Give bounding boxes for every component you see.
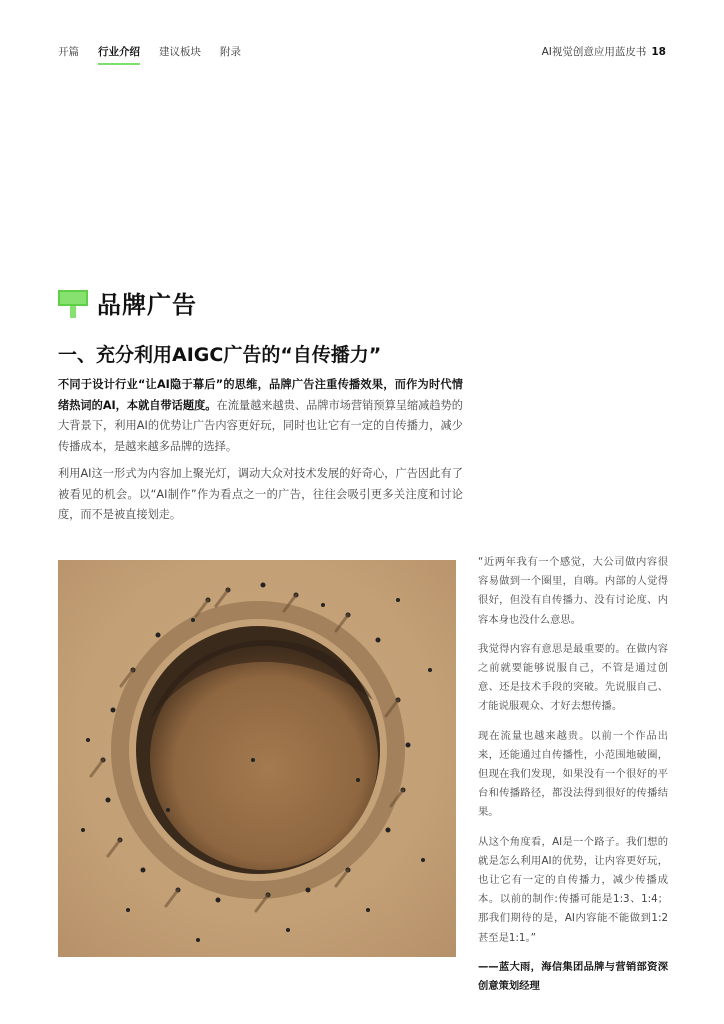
paragraph-second: 利用AI这一形式为内容加上聚光灯，调动大众对技术发展的好奇心，广告因此有了被看见的机会。以“AI制作”作为看点之一的广告，往往会吸引更多关注度和讨论度，而不是被直接划走。 (58, 467, 463, 521)
page-meta (542, 44, 666, 59)
document-title: AI视觉创意应用蓝皮书 (541, 46, 647, 58)
nav-items (58, 44, 260, 65)
paragraph-intro (58, 375, 463, 457)
quote-attribution: ——蓝大雨，海信集团品牌与营销部资深创意策划经理 (478, 960, 668, 993)
subheading: 一、充分利用AIGC广告的“自传播力” (58, 344, 382, 366)
page-number: 18 (651, 46, 666, 58)
nav-item-suggestions[interactable]: 建议板块 (159, 46, 201, 58)
section-title: 品牌广告 (97, 291, 197, 319)
quote-paragraph-3: 现在流量也越来越贵。以前一个作品出来，还能通过自传播性，小范围地破圈，但现在我们发现，如果没有一个很好的平台和传播路径，都没法得到很好的传播结果。 (478, 729, 668, 819)
nav-item-opening[interactable]: 开篇 (58, 46, 79, 58)
paragraph-intro-rest: 在流量越来越贵、品牌市场营销预算呈缩减趋势的大背景下，利用AI的优势让广告内容更好玩，同时也让它有一定的自传播力，减少传播成本，是越来越多品牌的选择。 (58, 398, 463, 453)
aerial-crowd-photo (58, 560, 456, 957)
quote-paragraph-1: “近两年我有一个感觉，大公司做内容很容易做到一个圈里，自嗨。内部的人觉得很好，但没有自传播力、没有讨论度、内容本身也没什么意思。 (478, 556, 668, 626)
quote-block (478, 553, 668, 996)
paragraph-intro-bold: 不同于设计行业“让AI隐于幕后”的思维，品牌广告注重传播效果，而作为时代情绪热词的AI，本就自带话题度。 (58, 378, 463, 412)
quote-paragraph-2: 我觉得内容有意思是最重要的。在做内容之前就要能够说服自己，不管是通过创意、还是技术手段的突破。先说服自己、才能说服观众、才好去想传播。 (478, 642, 668, 713)
signboard-icon (58, 288, 88, 318)
nav-item-industry-intro[interactable]: 行业介绍 (98, 44, 140, 65)
section-header (58, 285, 197, 320)
nav-item-appendix[interactable]: 附录 (220, 46, 241, 58)
top-navigation (58, 44, 666, 68)
quote-paragraph-4: 从这个角度看，AI是一个路子。我们想的就是怎么利用AI的优势，让内容更好玩，也让它有一定的自传播力，减少传播成本。以前的制作:传播可能是1:3、1:4；那我们期待的是，AI内容能不能做到1:2甚至是1:1。” (478, 835, 668, 944)
